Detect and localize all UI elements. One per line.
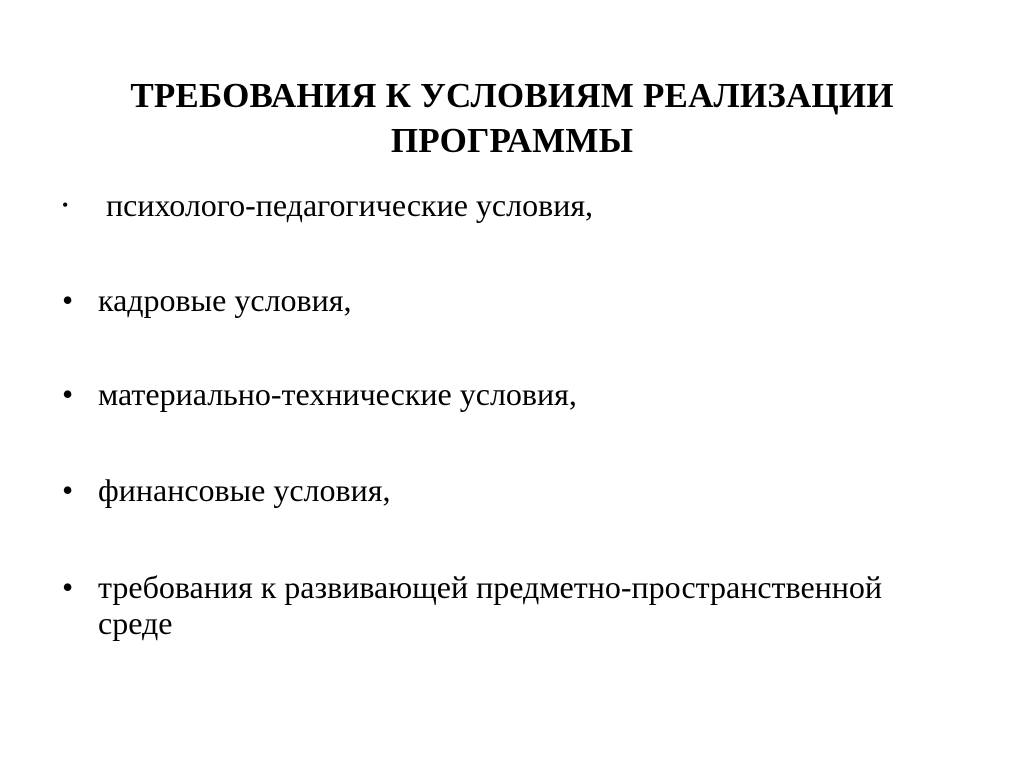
list-item-text: кадровые условия,	[98, 282, 352, 318]
list-item	[62, 376, 962, 412]
bullet-icon: •	[62, 376, 74, 412]
list-item-text: материально-технические условия,	[98, 376, 577, 412]
bullet-icon: •	[62, 282, 74, 318]
list-item	[62, 472, 962, 508]
list-item-text: финансовые условия,	[98, 472, 391, 508]
bullet-icon: •	[62, 569, 74, 605]
list-item	[62, 569, 962, 641]
list-item	[62, 282, 962, 318]
list-item-text: психолого-педагогические условия,	[106, 187, 594, 223]
list-item	[62, 187, 962, 223]
slide-title: ТРЕБОВАНИЯ К УСЛОВИЯМ РЕАЛИЗАЦИИ ПРОГРАММЫ	[130, 76, 894, 161]
bullet-icon: •	[62, 195, 69, 215]
bullet-icon: •	[62, 472, 74, 508]
list-item-text: требования к развивающей предметно-пространственной среде	[98, 569, 883, 641]
